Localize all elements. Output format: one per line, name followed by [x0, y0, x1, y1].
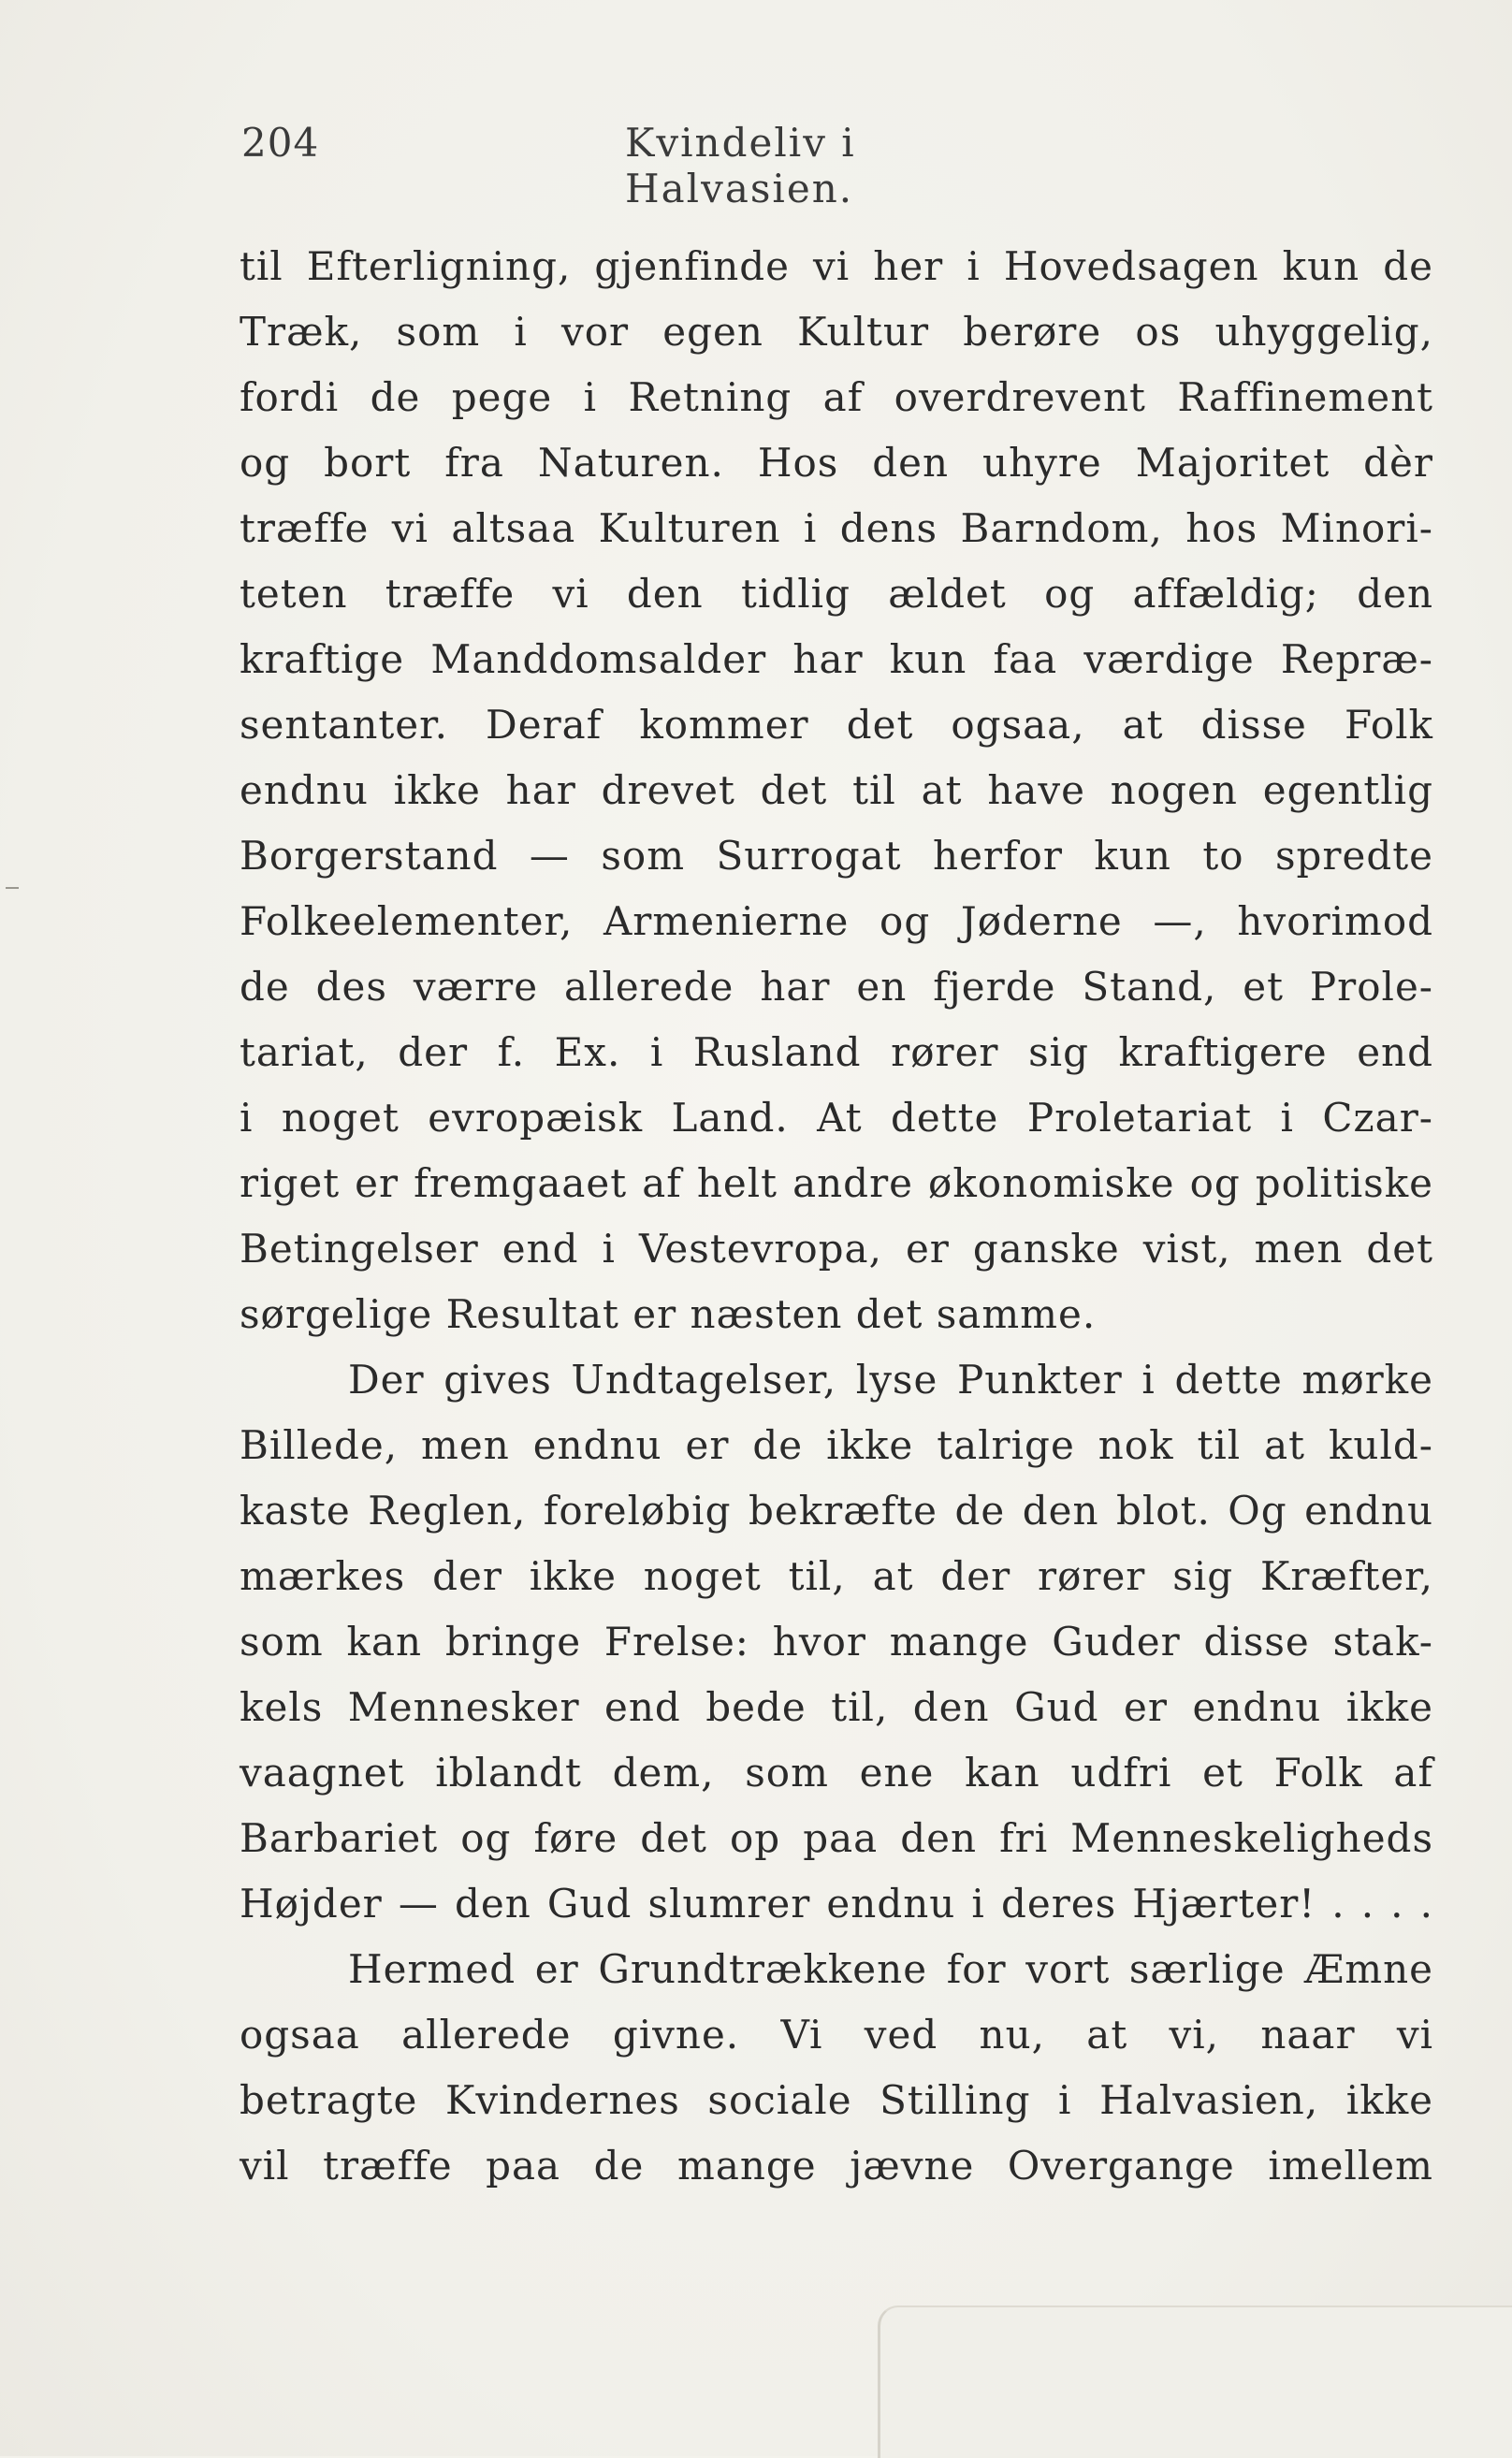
body-text	[240, 234, 1433, 2199]
text-line: Barbariet og føre det op paa den fri Menneskeligheds	[240, 1815, 1433, 1861]
text-line: Billede, men endnu er de ikke talrige nok til at kuld-	[240, 1422, 1433, 1468]
paper-corner-fold	[878, 2305, 1512, 2458]
page-header	[241, 120, 1065, 211]
text-line: Træk, som i vor egen Kultur berøre os uhyggelig,	[240, 309, 1433, 355]
text-line: kaste Reglen, foreløbig bekræfte de den blot. Og endnu	[240, 1488, 1433, 1534]
text-line: vil træffe paa de mange jævne Overgange imellem	[240, 2143, 1433, 2189]
text-line: de des værre allerede har en fjerde Stand, et Prole-	[240, 964, 1433, 1010]
running-title: Kvindeliv i Halvasien.	[625, 120, 856, 211]
text-line: kels Mennesker end bede til, den Gud er endnu ikke	[240, 1684, 1433, 1730]
text-line: mærkes der ikke noget til, at der rører sig Kræfter,	[240, 1553, 1433, 1599]
text-line: Folkeelementer, Armenierne og Jøderne —, hvorimod	[240, 898, 1433, 944]
text-line: Borgerstand — som Surrogat herfor kun to spredte	[240, 833, 1433, 879]
text-line: fordi de pege i Retning af overdrevent Raffinement	[240, 374, 1433, 420]
text-line: i noget evropæisk Land. At dette Proletariat i Czar-	[240, 1095, 1433, 1141]
paragraph-start-line: Der gives Undtagelser, lyse Punkter i dette mørke	[348, 1357, 1433, 1403]
text-line: riget er fremgaaet af helt andre økonomiske og politiske	[240, 1160, 1433, 1206]
page-number: 204	[241, 120, 320, 166]
paragraph-end-line: Højder — den Gud slumrer endnu i deres Hjærter! . . . .	[240, 1881, 1433, 1927]
paragraph-end-line: sørgelige Resultat er næsten det samme.	[240, 1291, 1097, 1337]
text-line: sentanter. Deraf kommer det ogsaa, at disse Folk	[240, 702, 1433, 748]
text-line: og bort fra Naturen. Hos den uhyre Majoritet dèr	[240, 440, 1433, 486]
text-line: til Efterligning, gjenfinde vi her i Hovedsagen kun de	[240, 243, 1433, 289]
text-line: som kan bringe Frelse: hvor mange Guder disse stak-	[240, 1619, 1433, 1665]
text-line: tariat, der f. Ex. i Rusland rører sig kraftigere end	[240, 1029, 1433, 1075]
text-line: vaagnet iblandt dem, som ene kan udfri et Folk af	[240, 1750, 1433, 1796]
text-line: betragte Kvindernes sociale Stilling i Halvasien, ikke	[240, 2077, 1433, 2123]
text-line: endnu ikke har drevet det til at have nogen egentlig	[240, 767, 1433, 813]
text-line: teten træffe vi den tidlig ældet og affældig; den	[240, 571, 1433, 617]
text-line: ogsaa allerede givne. Vi ved nu, at vi, naar vi	[240, 2012, 1433, 2058]
paragraph-start-line: Hermed er Grundtrækkene for vort særlige Æmne	[348, 1946, 1433, 1992]
text-line: Betingelser end i Vestevropa, er ganske vist, men det	[240, 1226, 1433, 1272]
text-line: træffe vi altsaa Kulturen i dens Barndom, hos Minori-	[240, 505, 1433, 551]
margin-mark	[6, 887, 19, 889]
text-line: kraftige Manddomsalder har kun faa værdige Repræ-	[240, 636, 1433, 682]
